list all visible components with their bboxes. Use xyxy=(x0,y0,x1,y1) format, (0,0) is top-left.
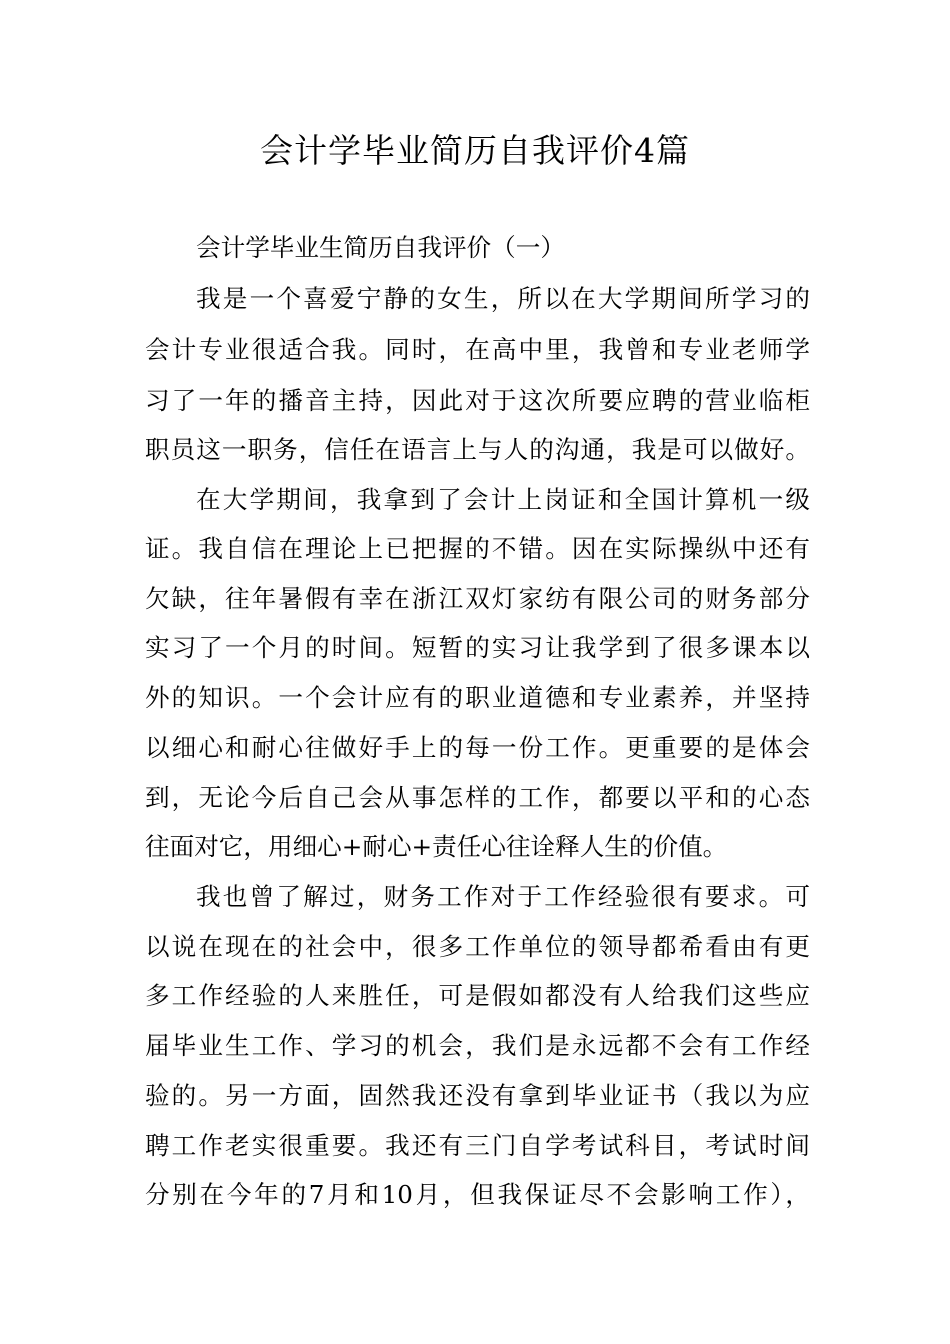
text-line: 验的。另一方面，固然我还没有拿到毕业证书（我以为应 xyxy=(145,1081,810,1110)
text-line: 到，无论今后自己会从事怎样的工作，都要以平和的心态 xyxy=(145,783,810,812)
text-line: 实习了一个月的时间。短暂的实习让我学到了很多课本以 xyxy=(145,633,810,662)
text-line: 外的知识。一个会计应有的职业道德和专业素养，并坚持 xyxy=(145,683,810,712)
text-line: 习了一年的播音主持，因此对于这次所要应聘的营业临柜 xyxy=(145,386,810,415)
text-line: 我是一个喜爱宁静的女生，所以在大学期间所学习的 xyxy=(196,284,810,313)
text-line: 欠缺，往年暑假有幸在浙江双灯家纺有限公司的财务部分 xyxy=(145,584,810,613)
text-line: 分别在今年的7月和10月，但我保证尽不会影响工作）， xyxy=(145,1180,810,1209)
document-title: 会计学毕业简历自我评价4篇 xyxy=(260,131,690,170)
text-line: 职员这一职务，信任在语言上与人的沟通，我是可以做好。 xyxy=(145,435,810,464)
text-line: 会计专业很适合我。同时，在高中里，我曾和专业老师学 xyxy=(145,335,810,364)
text-line: 多工作经验的人来胜任，可是假如都没有人给我们这些应 xyxy=(145,981,810,1010)
text-line: 以细心和耐心往做好手上的每一份工作。更重要的是体会 xyxy=(145,733,810,762)
text-line: 以说在现在的社会中，很多工作单位的领导都希看由有更 xyxy=(145,932,810,961)
section-subtitle: 会计学毕业生简历自我评价（一） xyxy=(196,233,565,262)
text-line: 在大学期间，我拿到了会计上岗证和全国计算机一级 xyxy=(196,485,810,514)
text-line: 届毕业生工作、学习的机会，我们是永远都不会有工作经 xyxy=(145,1031,810,1060)
text-line: 我也曾了解过，财务工作对于工作经验很有要求。可 xyxy=(196,882,810,911)
text-line: 往面对它，用细心+耐心+责任心往诠释人生的价值。 xyxy=(145,832,728,861)
text-line: 证。我自信在理论上已把握的不错。因在实际操纵中还有 xyxy=(145,534,810,563)
text-line: 聘工作老实很重要。我还有三门自学考试科目，考试时间 xyxy=(145,1131,810,1160)
